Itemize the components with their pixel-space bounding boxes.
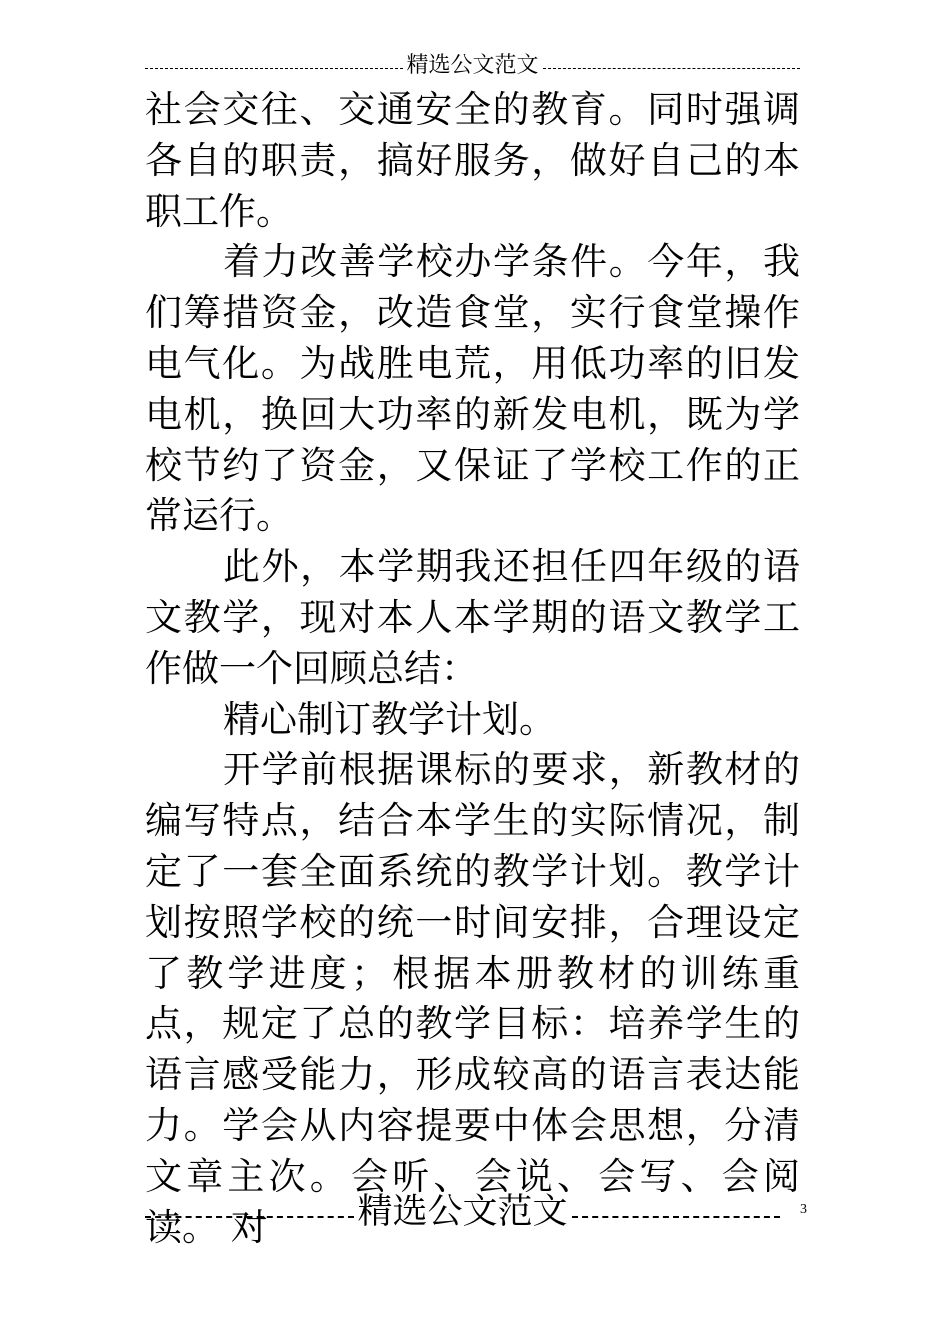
footer-dashed-rule-right: [572, 1216, 781, 1218]
footer-title: 精选公文范文: [357, 1192, 568, 1232]
page-header: [145, 50, 800, 82]
header-title: 精选公文范文: [406, 53, 539, 78]
page-number: 3: [800, 1202, 807, 1217]
paragraph-school-conditions: 着力改善学校办学条件。今年，我们筹措资金，改造食堂，实行食堂操作电气化。为战胜电荒，用低功率的旧发电机，换回大功率的新发电机，既为学校节约了资金，又保证了学校工作的正常运行。: [145, 240, 800, 538]
paragraph-teaching-plan-detail: 开学前根据课标的要求，新教材的编写特点，结合本学生的实际情况，制定了一套全面系统的教学计划。教学计划按照学校的统一时间安排，合理设定了教学进度；根据本册教材的训练重点，规定了总的教学目标：培养学生的语言感受能力，形成较高的语言表达能力。学会从内容提要中体会思想，分清文章主次。会听、会说、会写、会阅读。 对: [145, 748, 800, 1249]
page-footer: [145, 1188, 780, 1236]
footer-dashed-rule-left: [145, 1216, 354, 1218]
header-dashed-rule-right: [543, 68, 801, 69]
paragraph-continuation: 社会交往、交通安全的教育。同时强调各自的职责，搞好服务，做好自己的本职工作。: [145, 88, 800, 233]
document-body: [145, 85, 800, 1253]
paragraph-teaching-plan-heading: 精心制订教学计划。: [223, 697, 556, 741]
paragraph-chinese-teaching-intro: 此外，本学期我还担任四年级的语文教学，现对本人本学期的语文教学工作做一个回顾总结：: [145, 545, 800, 690]
header-dashed-rule-left: [145, 68, 403, 69]
